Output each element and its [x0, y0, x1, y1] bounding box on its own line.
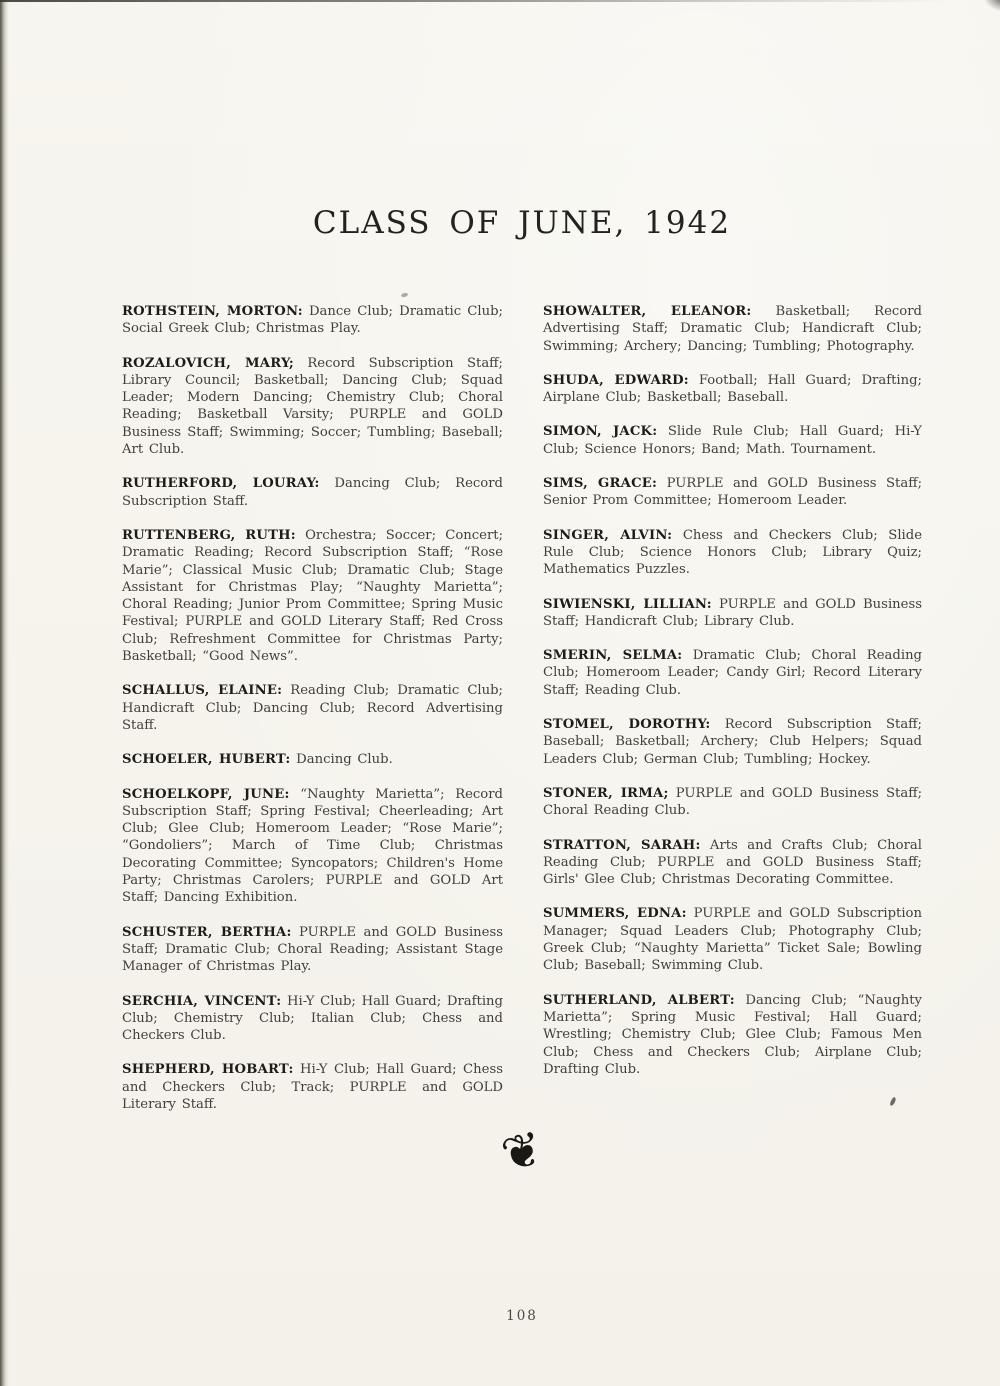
- student-activities: “Naughty Marietta”; Record Subscription Staff; Spring Festival; Cheerleading; Art Club; Glee Club; Homeroom Leader; “Rose Marie”; “Gondoliers”; March of Time Club; Christmas Decorating Committee; Syncopators; Children's Home Party; Christmas Carolers; PURPLE and GOLD Art Staff; Dancing Exhibition.: [122, 786, 503, 906]
- student-name: ROTHSTEIN, MORTON:: [122, 304, 303, 319]
- student-entry: [122, 751, 503, 768]
- student-name: SINGER, ALVIN:: [543, 527, 673, 543]
- student-entry: [543, 837, 922, 889]
- student-activities: Reading Club; Dramatic Club; Handicraft Club; Dancing Club; Record Advertising Staff.: [122, 683, 503, 733]
- student-entry: [122, 475, 503, 510]
- student-entry: [543, 905, 922, 974]
- student-name: SHEPHERD, HOBART:: [122, 1062, 294, 1078]
- student-activities: Record Subscription Staff; Baseball; Basketball; Archery; Club Helpers; Squad Leaders Club; German Club; Tumbling; Hockey.: [543, 717, 922, 767]
- student-name: SHUDA, EDWARD:: [543, 372, 689, 388]
- student-activities: Dancing Club; “Naughty Marietta”; Spring Music Festival; Hall Guard; Wrestling; Chemistry Club; Glee Club; Famous Men Club; Chess and Checkers Club; Airplane Club; Drafting Club.: [543, 992, 922, 1077]
- student-activities: Hi-Y Club; Hall Guard; Chess and Checkers Club; Track; PURPLE and GOLD Literary Staff.: [122, 1062, 503, 1112]
- student-name: STONER, IRMA;: [543, 785, 669, 801]
- student-activities: PURPLE and GOLD Business Staff; Dramatic Club; Choral Reading; Assistant Stage Manager of Christmas Play.: [122, 924, 503, 975]
- student-entry: [543, 303, 922, 355]
- student-activities: PURPLE and GOLD Business Staff; Senior Prom Committee; Homeroom Leader.: [543, 476, 923, 509]
- student-name: ROZALOVICH, MARY;: [122, 355, 294, 371]
- student-name: SCHOELER, HUBERT:: [122, 752, 291, 768]
- student-entry: [543, 716, 922, 768]
- student-activities: Dancing Club; Record Subscription Staff.: [122, 476, 503, 509]
- student-name: STOMEL, DOROTHY:: [543, 717, 711, 733]
- page-title: CLASS OF JUNE, 1942: [312, 205, 732, 241]
- student-activities: PURPLE and GOLD Subscription Manager; Squad Leaders Club; Photography Club; Greek Club; “Naughty Marietta” Ticket Sale; Bowling Club; Baseball; Swimming Club.: [543, 906, 922, 974]
- student-activities: Orchestra; Soccer; Concert; Dramatic Reading; Record Subscription Staff; “Rose Marie”; Classical Music Club; Dramatic Club; Stage Assistant for Christmas Play; “Naughty Marietta”; Choral Reading; Junior Prom Committee; Spring Music Festival; PURPLE and GOLD Literary Staff; Red Cross Club; Refreshment Committee for Christmas Party; Basketball; “Good News”.: [122, 527, 504, 665]
- student-name: RUTTENBERG, RUTH:: [122, 527, 296, 543]
- student-entry: [543, 475, 922, 510]
- student-activities: Chess and Checkers Club; Slide Rule Club; Science Honors Club; Library Quiz; Mathematics Puzzles.: [543, 527, 922, 578]
- corner-ink-smudge: [983, 0, 1000, 12]
- student-entry: [543, 992, 922, 1078]
- binding-gutter-shadow: [0, 0, 9, 1386]
- student-entry: [122, 786, 503, 907]
- student-name: SUTHERLAND, ALBERT:: [543, 992, 735, 1008]
- student-entry: [122, 682, 503, 734]
- student-entry: [543, 372, 922, 407]
- student-entry: [543, 596, 922, 631]
- floral-heart-icon: ❦: [495, 1119, 549, 1185]
- student-name: SUMMERS, EDNA:: [543, 906, 687, 922]
- student-entry: [543, 647, 922, 699]
- student-activities: PURPLE and GOLD Business Staff; Choral Reading Club.: [543, 785, 923, 819]
- student-name: SCHALLUS, ELAINE:: [122, 683, 283, 699]
- page-top-edge-line: [0, 0, 1000, 2]
- student-entry: [122, 1061, 503, 1113]
- page-number: 108: [506, 1308, 538, 1324]
- entries-columns: [122, 303, 922, 1130]
- student-entry: [122, 527, 503, 665]
- student-entry: [122, 303, 503, 338]
- student-name: SMERIN, SELMA:: [543, 648, 683, 664]
- student-name: SIWIENSKI, LILLIAN:: [543, 596, 712, 612]
- student-entry: [543, 423, 922, 458]
- student-activities: Dance Club; Dramatic Club; Social Greek Club; Christmas Play.: [122, 304, 503, 337]
- student-name: RUTHERFORD, LOURAY:: [122, 476, 320, 492]
- column-left: [122, 303, 503, 1130]
- student-activities: Dancing Club.: [290, 752, 393, 768]
- student-name: SERCHIA, VINCENT:: [122, 993, 282, 1009]
- student-name: SIMON, JACK:: [543, 424, 658, 440]
- student-activities: Slide Rule Club; Hall Guard; Hi-Y Club; Science Honors; Band; Math. Tournament.: [543, 424, 922, 457]
- student-name: SCHUSTER, BERTHA:: [122, 924, 292, 940]
- student-activities: Dramatic Club; Choral Reading Club; Homeroom Leader; Candy Girl; Record Literary Staff; Reading Club.: [543, 648, 923, 698]
- student-activities: Record Subscription Staff; Library Council; Basketball; Dancing Club; Squad Leader; Modern Dancing; Chemistry Club; Choral Reading; Basketball Varsity; PURPLE and GOLD Business Staff; Swimming; Soccer; Tumbling; Baseball; Art Club.: [122, 355, 503, 458]
- student-name: SIMS, GRACE:: [543, 476, 658, 492]
- student-entry: [122, 993, 503, 1045]
- student-entry: [122, 924, 503, 976]
- student-activities: Hi-Y Club; Hall Guard; Drafting Club; Chemistry Club; Italian Club; Chess and Checkers Club.: [122, 993, 503, 1044]
- student-name: SCHOELKOPF, JUNE:: [122, 786, 290, 802]
- student-entry: [122, 355, 503, 459]
- floral-heart-ornament: [112, 1119, 932, 1185]
- student-entry: [543, 785, 922, 820]
- student-activities: Football; Hall Guard; Drafting; Airplane Club; Basketball; Baseball.: [543, 372, 922, 406]
- student-name: SHOWALTER, ELEANOR:: [543, 304, 752, 319]
- student-activities: PURPLE and GOLD Business Staff; Handicraft Club; Library Club.: [543, 596, 922, 629]
- student-activities: Arts and Crafts Club; Choral Reading Club; PURPLE and GOLD Business Staff; Girls' Glee Club; Christmas Decorating Committee.: [543, 837, 922, 888]
- student-entry: [543, 527, 922, 579]
- student-name: STRATTON, SARAH:: [543, 837, 701, 853]
- ink-speck: [401, 292, 409, 298]
- student-activities: Basketball; Record Advertising Staff; Dramatic Club; Handicraft Club; Swimming; Archery; Dancing; Tumbling; Photography.: [543, 304, 922, 354]
- column-right: [543, 303, 922, 1130]
